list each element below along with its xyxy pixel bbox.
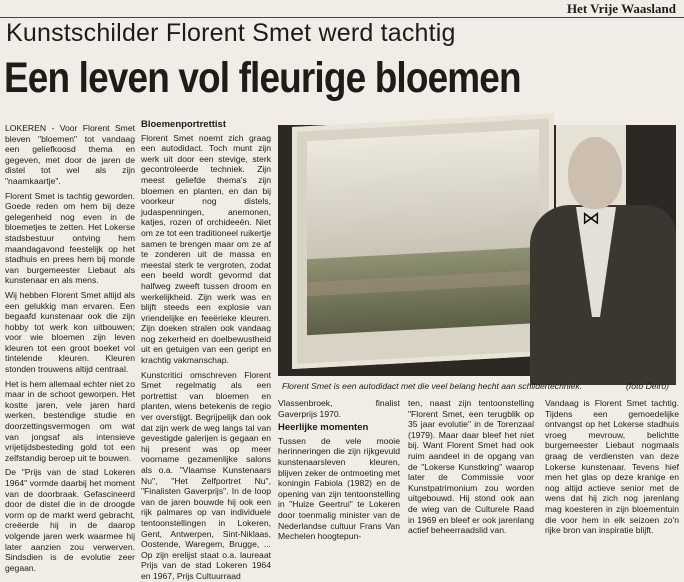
paragraph: LOKEREN - Voor Florent Smet bleven "bloemen" tot vandaag een geliefkoosd thema en gegeven, met door de jaren de distel tot wel als zijn "naamkaartje". xyxy=(5,123,135,186)
article-column-3 xyxy=(278,398,400,560)
photo-credit: (foto Delro) xyxy=(626,381,669,391)
paragraph: ten, naast zijn tentoonstelling "Florent Smet, een terugblik op 35 jaar evolutie" in de Torenzaal (1979). Maar daar bleef het niet bij. Want Florent Smet had ook ruim aandeel in de opgang van de "Lokerse Kunstkring" waarop later de Commissie voor Kunstpatrimonium zou worden uitgebouwd. Hij stond ook aan de wieg van de Culturele Raad in 1969 en bleef er ook jarenlang actief beheerraadslid van. xyxy=(408,398,534,536)
paragraph: Tussen de vele mooie herinneringen die zijn rijkgevuld kunstenaarsleven kleuren, blijven zeker de ontmoeting met koningin Fabiola (1982) en de opening van zijn tentoonstelling in "Huize Geertrui" te Lokeren door toenmalig minister van de Nederlandse cultuur Frans Van Mechelen hoogtepun- xyxy=(278,435,400,542)
paragraph: Het is hem allemaal echter niet zo maar in de schoot geworpen. Het kostte jaren, vele jaren hard werken, bestendige studie en doorzettingsvermogen om wat van jongsaf als intensieve vrijetijdsbesteding gold tot een zelfstandig beroep uit te bouwen. xyxy=(5,378,135,463)
masthead xyxy=(0,0,684,18)
article-column-1 xyxy=(5,123,135,573)
article-headline: Een leven vol fleurige bloemen xyxy=(4,54,521,102)
paragraph: Kunstcritici omschreven Florent Smet regelmatig als een portrettist van bloemen en planten, wiens betekenis de regio ver overstijgt. Begrijpelijk dan ook dat zijn werk de weg langs tal van gevestigde galerijen is gegaan en hij present was op meer voorname gezamenlijke salons als o.a. "Vlaamse Kunstenaars Nu", "Het Zelfportret Nu", "Finalisten Gaverprijs". In de loop van de jaren bouwde hij ook een rijk palmares op van individuele tentoonstellingen in Lokeren, Gent, Antwerpen, Sint-Niklaas, Oostende, Waregem, Brugge, ... Op zijn erelijst staat o.a. laureaat Prijs van de stad Lokeren 1964 en 1967, Prijs Cultuurraad xyxy=(141,369,271,581)
newspaper-name: Het Vrije Waasland xyxy=(566,1,676,16)
painting xyxy=(292,113,554,369)
article-column-2 xyxy=(141,119,271,581)
paragraph: Vlassenbroek, finalist Gaverprijs 1970. xyxy=(278,398,400,419)
paragraph: Florent Smet noemt zich graag een autodidact. Toch munt zijn werk uit door een stevige, sterk gecontroleerde techniek. Zijn meest geliefde thema's zijn bloemen en planten, en dan bij voorkeur nog distels, judaspenningen, anemonen, katjes, rozen of orchideeën. Niet om ze tot een traditioneel ruikertje samen te brengen maar om ze af te zonderen uit de massa en meestal sterk te vergroten, zodat een beeld wordt gevormd dat halfweg zweeft tussen droom en werkelijkheid. Zijn werk was en blijft steeds een explosie van vriendelijke en feeërieke kleuren. Zijn doeken stralen ook vandaag nog zekerheid en doelbewustheid uit en getuigen van een geript en krachtig vakmanschap. xyxy=(141,132,271,366)
article-subhead: Kunstschilder Florent Smet werd tachtig xyxy=(6,19,456,47)
section-heading: Heerlijke momenten xyxy=(278,422,369,434)
article-photo xyxy=(278,125,676,376)
portrait-head xyxy=(568,137,622,209)
section-heading: Bloemenportrettist xyxy=(141,119,226,130)
paragraph: Florent Smet is tachtig geworden. Goede reden om hem bij deze gelegenheid nog even in de bloemetjes te zetten. Het Lokerse stadsbestuur ontving hem maandagavond feestelijk op het stadhuis en prees hem bij monde van burgemeester Liebaut als kunstenaar en als mens. xyxy=(5,190,135,286)
photo-caption: Florent Smet is een autodidact met die veel belang hecht aan schildertechniek. xyxy=(282,381,583,391)
article-column-4 xyxy=(408,398,534,560)
bowtie-icon: ⋈ xyxy=(582,208,600,228)
paragraph: Wij hebben Florent Smet altijd als een gelukkig man ervaren. Een begaafd kunstenaar ook die zijn hobby tot werk kon uitbouwen; voor wie bloemen zijn leven kleuren tot een groot boeket vol tintelende kleuren. Kleuren stonden trouwens altijd centraal. xyxy=(5,289,135,375)
paragraph: De "Prijs van de stad Lokeren 1964" vormde daarbij het moment van de doorbraak. Gefascineerd door de distel die in de droogde vorm op de markt werd gebracht, creëerde hij in de daarop volgende jaren werk waarmee hij later aanzien zou verwerven. Sindsdien is de evolutie zeer gegaan. xyxy=(5,467,135,573)
paragraph: Vandaag is Florent Smet tachtig. Tijdens een gemoedelijke ontvangst op het Lokerse stadhuis vroeg mevrouw, belichtte burgemeester Liebaut nogmaals graag de verdiensten van deze Lokerse kunstenaar. Tevens hief men het glas op deze kranige en nog altijd actieve senior met de wens dat hij zich nog jarenlang mag koesteren in zijn bloementuin die voor hem in elk seizoen zo'n rijke bron van inspiratie blijft. xyxy=(545,398,679,536)
article-column-5 xyxy=(545,398,679,560)
